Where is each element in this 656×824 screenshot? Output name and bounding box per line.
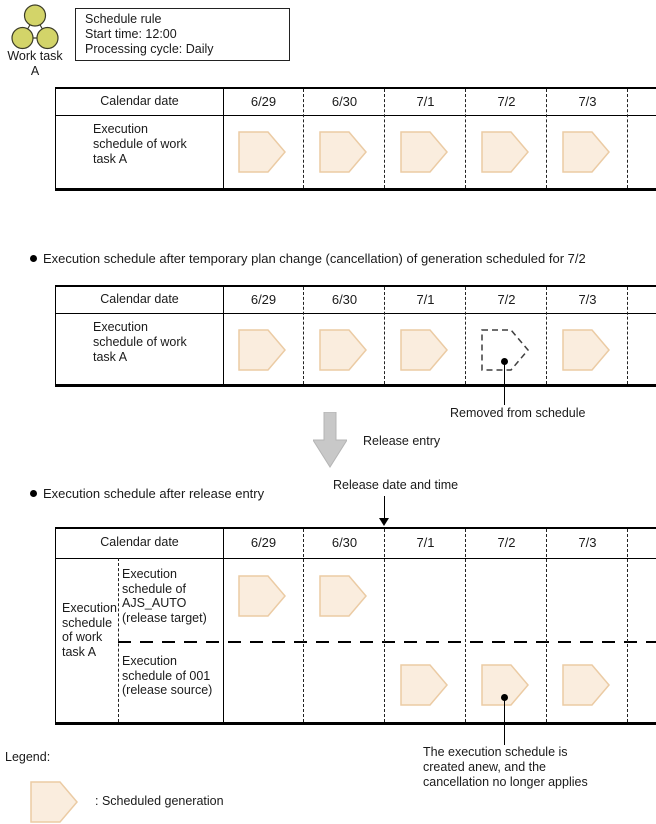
header-separator — [56, 313, 656, 314]
date-cell: 7/2 — [497, 535, 516, 550]
schedule-rule-line2: Start time: 12:00 — [85, 27, 177, 41]
calendar-date-header: Calendar date — [100, 535, 179, 549]
work-task-label: Work task A — [7, 49, 63, 78]
scheduled-generation-shape — [481, 131, 529, 173]
legend-item-label: : Scheduled generation — [95, 794, 224, 808]
scheduled-generation-shape — [562, 664, 610, 706]
date-separator — [303, 529, 304, 722]
scheduled-generation-shape — [238, 575, 286, 617]
section-title: Execution schedule after release entry — [43, 486, 265, 501]
date-cell: 6/30 — [331, 94, 358, 109]
callout-line — [504, 364, 505, 405]
date-cell: 6/29 — [250, 94, 277, 109]
calendar-date-header: Calendar date — [100, 94, 179, 108]
bullet-icon — [30, 490, 37, 497]
date-cell: 7/2 — [497, 292, 516, 307]
date-cell: 7/1 — [416, 94, 435, 109]
date-cell: 7/2 — [497, 94, 516, 109]
release-entry-label: Release entry — [363, 434, 441, 448]
date-separator — [384, 529, 385, 722]
release-date-label: Release date and time — [333, 478, 459, 492]
row-label: Execution schedule of work task A — [93, 320, 187, 364]
created-anew-annotation: The execution schedule is created anew, and the cancellation no longer applies — [423, 745, 588, 789]
release-row-divider — [118, 641, 656, 643]
legend-title: Legend: — [5, 750, 51, 764]
scheduled-generation-shape — [400, 329, 448, 371]
release-target-row-label: Execution schedule of AJS_AUTO (release target) — [122, 567, 207, 625]
schedule-rule-line3: Processing cycle: Daily — [85, 42, 214, 56]
section-title: Execution schedule after temporary plan change (cancellation) of generation scheduled for 7/2 — [43, 251, 586, 266]
legend-generation-shape — [30, 781, 78, 823]
release-date-marker-line — [384, 496, 385, 518]
date-cell: 7/3 — [578, 535, 597, 550]
outer-row-label: Execution schedule of work task A — [62, 601, 117, 659]
column-separator — [223, 529, 224, 722]
date-cell: 6/29 — [250, 292, 277, 307]
row-label: Execution schedule of work task A — [93, 122, 187, 166]
scheduled-generation-shape — [238, 131, 286, 173]
bullet-icon — [30, 255, 37, 262]
scheduled-generation-shape — [319, 575, 367, 617]
schedule-rule-box — [75, 8, 290, 61]
table-original-schedule — [55, 87, 656, 191]
release-source-row-label: Execution schedule of 001 (release source) — [122, 654, 213, 697]
header-separator — [56, 115, 656, 116]
scheduled-generation-shape — [319, 131, 367, 173]
date-separator — [465, 529, 466, 722]
table-after-cancellation — [55, 285, 656, 387]
scheduled-generation-shape — [562, 131, 610, 173]
header-separator — [56, 558, 656, 559]
date-cell: 7/3 — [578, 94, 597, 109]
scheduled-generation-shape — [400, 664, 448, 706]
date-cell: 7/1 — [416, 535, 435, 550]
calendar-date-header: Calendar date — [100, 292, 179, 306]
section-temporary-change — [30, 251, 650, 267]
work-task-icon — [9, 3, 61, 55]
callout-line — [504, 700, 505, 745]
date-separator — [546, 529, 547, 722]
scheduled-generation-shape — [238, 329, 286, 371]
scheduled-generation-shape — [319, 329, 367, 371]
date-separator — [627, 529, 628, 722]
removed-annotation: Removed from schedule — [450, 406, 586, 420]
date-cell: 6/29 — [250, 535, 277, 550]
date-cell: 6/30 — [331, 535, 358, 550]
down-arrowhead-icon — [379, 518, 389, 526]
section-after-release — [30, 486, 350, 502]
table-after-release — [55, 527, 656, 725]
date-cell: 7/3 — [578, 292, 597, 307]
schedule-rule-line1: Schedule rule — [85, 12, 162, 26]
jobnet-circles-icon — [9, 3, 61, 50]
release-entry-arrow-icon — [313, 412, 347, 473]
date-cell: 6/30 — [331, 292, 358, 307]
scheduled-generation-shape — [562, 329, 610, 371]
date-cell: 7/1 — [416, 292, 435, 307]
scheduled-generation-shape — [400, 131, 448, 173]
